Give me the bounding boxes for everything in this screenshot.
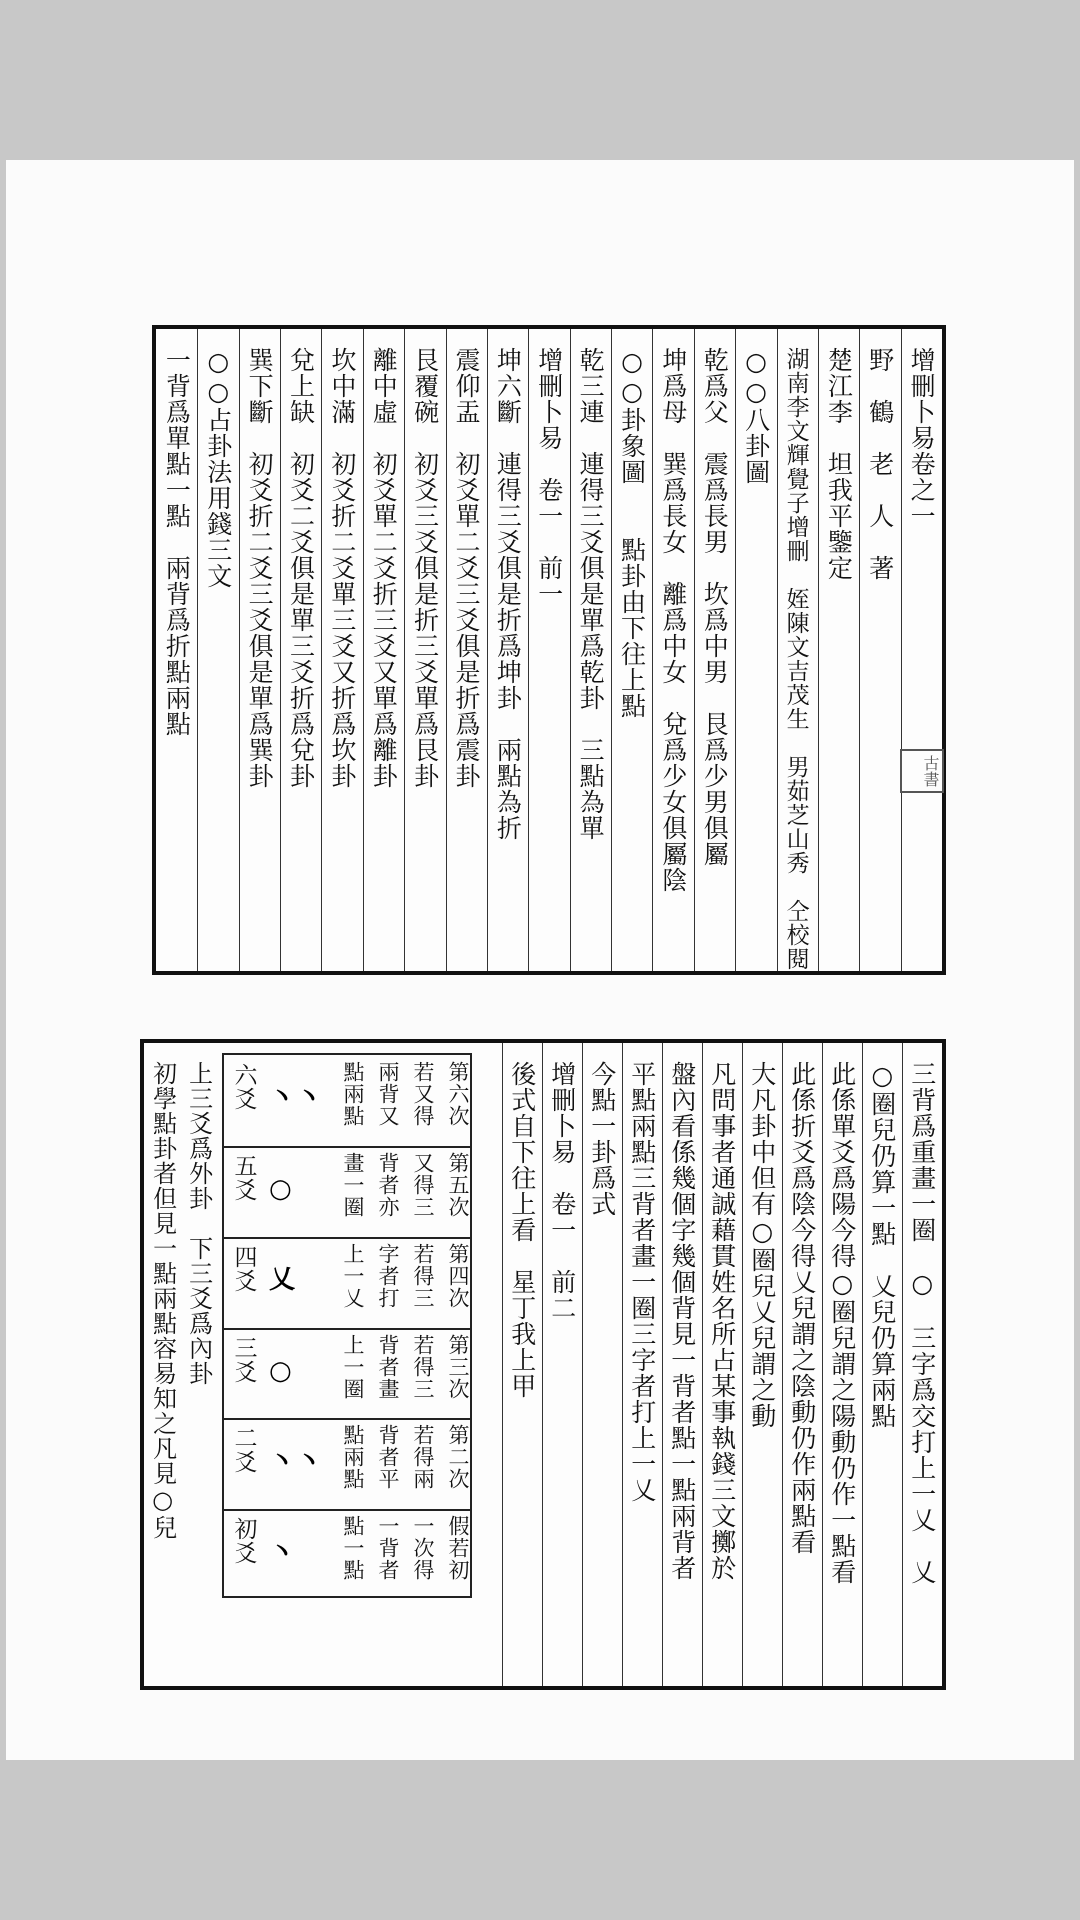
table-row-rule <box>224 1328 470 1330</box>
column-rule <box>622 1043 623 1686</box>
column-rule <box>694 329 695 971</box>
table-cell: 背者平 <box>376 1424 400 1491</box>
yao-label: 三爻 <box>230 1335 257 1384</box>
top-text-column: 乾爲父 震爲長男 坎爲中男 艮爲少男俱屬 <box>700 347 730 867</box>
table-cell: 第四次 <box>446 1242 470 1309</box>
table-row-rule <box>224 1146 470 1148</box>
yao-label: 六爻 <box>230 1063 257 1111</box>
top-text-column: 巽下斷 初爻折二爻三爻俱是單爲巽卦 <box>245 347 275 789</box>
column-rule <box>652 329 653 971</box>
column-rule <box>818 329 819 971</box>
top-text-column: 楚江李 坦我平鑒定 <box>824 347 854 581</box>
yao-label: 初爻 <box>230 1517 257 1566</box>
top-page <box>152 325 946 975</box>
table-row-rule <box>224 1418 470 1420</box>
top-text-column: ○○卦象圖 點卦由下往上點 <box>617 347 647 719</box>
collector-seal: 古書 <box>900 749 944 793</box>
table-cell: 第二次 <box>446 1424 470 1491</box>
table-cell: 背者畫 <box>376 1333 400 1400</box>
bottom-text-column: 平點兩點三背者畫一圈三字者打上一乂 <box>627 1061 657 1503</box>
column-rule <box>542 1043 543 1686</box>
bottom-text-column: 此係單爻爲陽今得○圈兒謂之陽動仍作一點看 <box>827 1061 857 1585</box>
table-cell: 第六次 <box>446 1061 470 1127</box>
bottom-text-column: 凡問事者通誠藉貫姓名所占某事執錢三文擲於 <box>707 1061 737 1581</box>
top-text-column: 增刪卜易卷之一 <box>907 347 937 529</box>
column-rule <box>502 1043 503 1686</box>
column-rule <box>901 329 902 971</box>
yao-label: 五爻 <box>230 1153 257 1202</box>
column-rule <box>582 1043 583 1686</box>
bottom-text-column: 此係折爻爲陰今得乂兒謂之陰動仍作兩點看 <box>787 1061 817 1555</box>
column-rule <box>487 329 488 971</box>
top-text-column: 乾三連 連得三爻俱是單爲乾卦 三點為單 <box>576 347 606 841</box>
book-page-scan <box>6 160 1074 1760</box>
column-rule <box>702 1043 703 1686</box>
yao-mark: 丶丶 <box>269 1446 324 1477</box>
bottom-text-column: 增刪卜易 卷一 前二 <box>547 1061 577 1321</box>
top-text-column: 兌上缺 初爻二爻俱是單三爻折爲兌卦 <box>286 347 316 789</box>
table-cell: 若得兩 <box>411 1424 435 1491</box>
column-rule <box>570 329 571 971</box>
table-row-rule <box>224 1509 470 1511</box>
table-cell: 若又得 <box>411 1061 435 1127</box>
casting-table <box>222 1053 472 1598</box>
bottom-text-column: ○圈兒仍算一點 乂兒仍算兩點 <box>867 1061 897 1429</box>
table-cell: 假若初 <box>446 1515 470 1582</box>
yao-mark: 乂 <box>269 1265 297 1296</box>
column-rule <box>859 329 860 971</box>
column-rule <box>862 1043 863 1686</box>
column-rule <box>611 329 612 971</box>
top-text-column: 坤爲母 巽爲長女 離爲中女 兌爲少女俱屬陰 <box>658 347 688 893</box>
bottom-text-column: 後式自下往上看 星丁我上甲 <box>507 1061 537 1399</box>
yao-mark: 丶 <box>269 1537 297 1568</box>
column-rule <box>742 1043 743 1686</box>
column-rule <box>782 1043 783 1686</box>
bottom-text-column: 大凡卦中但有○圈兒乂兒謂之動 <box>747 1061 777 1429</box>
table-cell: 背者亦 <box>376 1151 400 1218</box>
table-cell: 點兩點 <box>341 1424 365 1491</box>
top-text-column: ○○占卦法用錢三文 <box>203 347 233 589</box>
top-text-column: ○○八卦圖 <box>741 347 771 485</box>
table-cell: 點一點 <box>341 1515 365 1582</box>
column-rule <box>528 329 529 971</box>
table-cell: 一次得 <box>411 1515 435 1582</box>
column-rule <box>239 329 240 971</box>
yao-label: 四爻 <box>230 1244 257 1293</box>
bottom-text-column: 今點一卦爲式 <box>587 1061 617 1217</box>
column-rule <box>363 329 364 971</box>
top-text-column: 艮覆碗 初爻三爻俱是折三爻單爲艮卦 <box>410 347 440 789</box>
top-text-column: 湖南李文輝覺子增刪 姪陳文吉茂生 男茹芝山秀 仝校閱 <box>782 347 809 971</box>
bottom-page <box>140 1039 946 1690</box>
table-cell: 又得三 <box>411 1151 435 1218</box>
yao-label: 二爻 <box>230 1426 257 1475</box>
bottom-text-column: 盤內看係幾個字幾個背見一背者點一點兩背者 <box>667 1061 697 1581</box>
top-text-column: 離中虛 初爻單二爻折三爻又單爲離卦 <box>369 347 399 789</box>
table-row-rule <box>224 1237 470 1239</box>
table-cell: 若得三 <box>411 1333 435 1400</box>
column-rule <box>321 329 322 971</box>
bottom-text-column: 三背爲重畫一圈 ○ 三字爲交打上一乂 乂 <box>907 1061 937 1585</box>
top-text-column: 一背爲單點一點 兩背爲折點兩點 <box>162 347 192 737</box>
table-cell: 字者打 <box>376 1242 400 1309</box>
table-cell: 畫一圈 <box>341 1151 365 1218</box>
column-rule <box>404 329 405 971</box>
yao-mark: ○ <box>269 1355 293 1386</box>
table-cell: 若得三 <box>411 1242 435 1309</box>
yao-mark: ○ <box>269 1174 293 1205</box>
yao-mark: 丶丶 <box>269 1083 324 1114</box>
top-text-column: 坎中滿 初爻折二爻單三爻又折爲坎卦 <box>327 347 357 789</box>
table-cell: 點兩點 <box>341 1061 365 1127</box>
table-cell: 上一乂 <box>341 1242 365 1309</box>
column-rule <box>822 1043 823 1686</box>
column-rule <box>777 329 778 971</box>
column-rule <box>735 329 736 971</box>
bottom-footer-column: 上三爻爲外卦 下三爻爲內卦 <box>184 1061 213 1386</box>
column-rule <box>197 329 198 971</box>
table-cell: 第三次 <box>446 1333 470 1400</box>
column-rule <box>446 329 447 971</box>
table-cell: 第五次 <box>446 1151 470 1218</box>
top-text-column: 野 鶴 老 人 著 <box>865 347 895 581</box>
top-text-column: 增刪卜易 卷一 前一 <box>534 347 564 607</box>
top-text-column: 震仰盂 初爻單二爻三爻俱是折爲震卦 <box>452 347 481 789</box>
column-rule <box>902 1043 903 1686</box>
column-rule <box>280 329 281 971</box>
bottom-footer-column: 初學點卦者但見一點兩點容易知之凡見○兒 <box>148 1061 177 1540</box>
column-rule <box>662 1043 663 1686</box>
table-cell: 上一圈 <box>341 1333 365 1400</box>
table-cell: 一背者 <box>376 1515 400 1582</box>
table-cell: 兩背又 <box>376 1061 400 1127</box>
top-text-column: 坤六斷 連得三爻俱是折爲坤卦 兩點為折 <box>493 347 523 841</box>
